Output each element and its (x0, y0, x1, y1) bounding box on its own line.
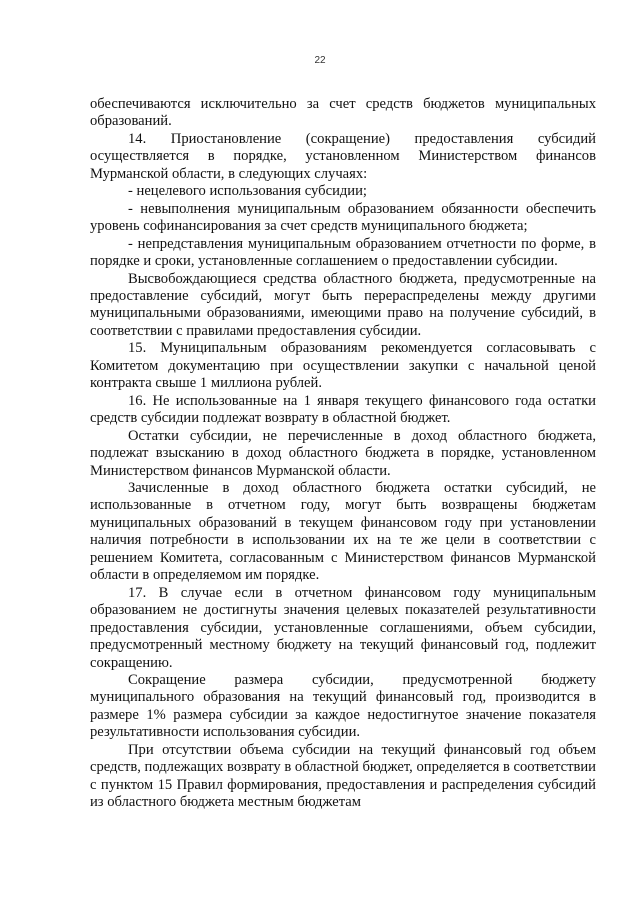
paragraph-unremitted-balances: Остатки субсидии, не перечисленные в доход областного бюджета, подлежат взысканию в доход областного бюджета в порядке, установленном Министерством финансов Мурманской области. (90, 427, 596, 479)
bullet-misuse: - нецелевого использования субсидии; (128, 183, 367, 200)
paragraph-reduction: Сокращение размера субсидии, предусмотренной бюджету муниципального образования на текущий финансовый год, производится в размере 1% размера субсидии за каждое недостигнутое значение показателя результативности использования субсидии. (90, 671, 596, 741)
paragraph-released-funds: Высвобождающиеся средства областного бюджета, предусмотренные на предоставление субсидий, могут быть перераспределены между другими муниципальными образованиями, имеющими право на получение субсидий, в соответствии с правилами предоставления субсидии. (90, 270, 596, 339)
paragraph-no-subsidy: При отсутствии объема субсидии на текущий финансовый год объем средств, подлежащих возврату в областной бюджет, определяется в соответствии с пунктом 15 Правил формирования, предоставления и распределения субсидий из областного бюджета местным бюджетам (90, 741, 596, 811)
bullet-cofinancing: - невыполнения муниципальным образованием обязанности обеспечить уровень софинансирования за счет средств муниципального бюджета; (90, 200, 596, 235)
bullet-reporting: - непредставления муниципальным образованием отчетности по форме, в порядке и сроки, установленные соглашением о предоставлении субсидии. (90, 235, 596, 270)
paragraph-returned-balances: Зачисленные в доход областного бюджета остатки субсидий, не использованные в отчетном году, могут быть возвращены бюджетам муниципальных образований в текущем финансовом году при установлении наличия потребности в использовании их на те же цели в соответствии с решением Комитета, согласованным с Министерством финансов Мурманской области в определяемом им порядке. (90, 479, 596, 584)
paragraph-item-16: 16. Не использованные на 1 января текущего финансового года остатки средств субсидии подлежат возврату в областной бюджет. (90, 392, 596, 427)
paragraph-item-14: 14. Приостановление (сокращение) предоставления субсидий осуществляется в порядке, установленном Министерством финансов Мурманской области, в следующих случаях: (90, 130, 596, 182)
document-body (90, 96, 596, 812)
paragraph-item-15: 15. Муниципальным образованиям рекомендуется согласовывать с Комитетом документацию при осуществлении закупки с начальной ценой контракта свыше 1 миллиона рублей. (90, 340, 596, 392)
paragraph-continuation: обеспечиваются исключительно за счет средств бюджетов муниципальных образований. (90, 96, 596, 130)
page-number: 22 (314, 55, 326, 66)
paragraph-item-17: 17. В случае если в отчетном финансовом году муниципальным образованием не достигнуты значения целевых показателей результативности предоставления субсидии, установленные соглашениями, объем субсидии, предусмотренный местному бюджету на текущий финансовый год, подлежит сокращению. (90, 584, 596, 671)
